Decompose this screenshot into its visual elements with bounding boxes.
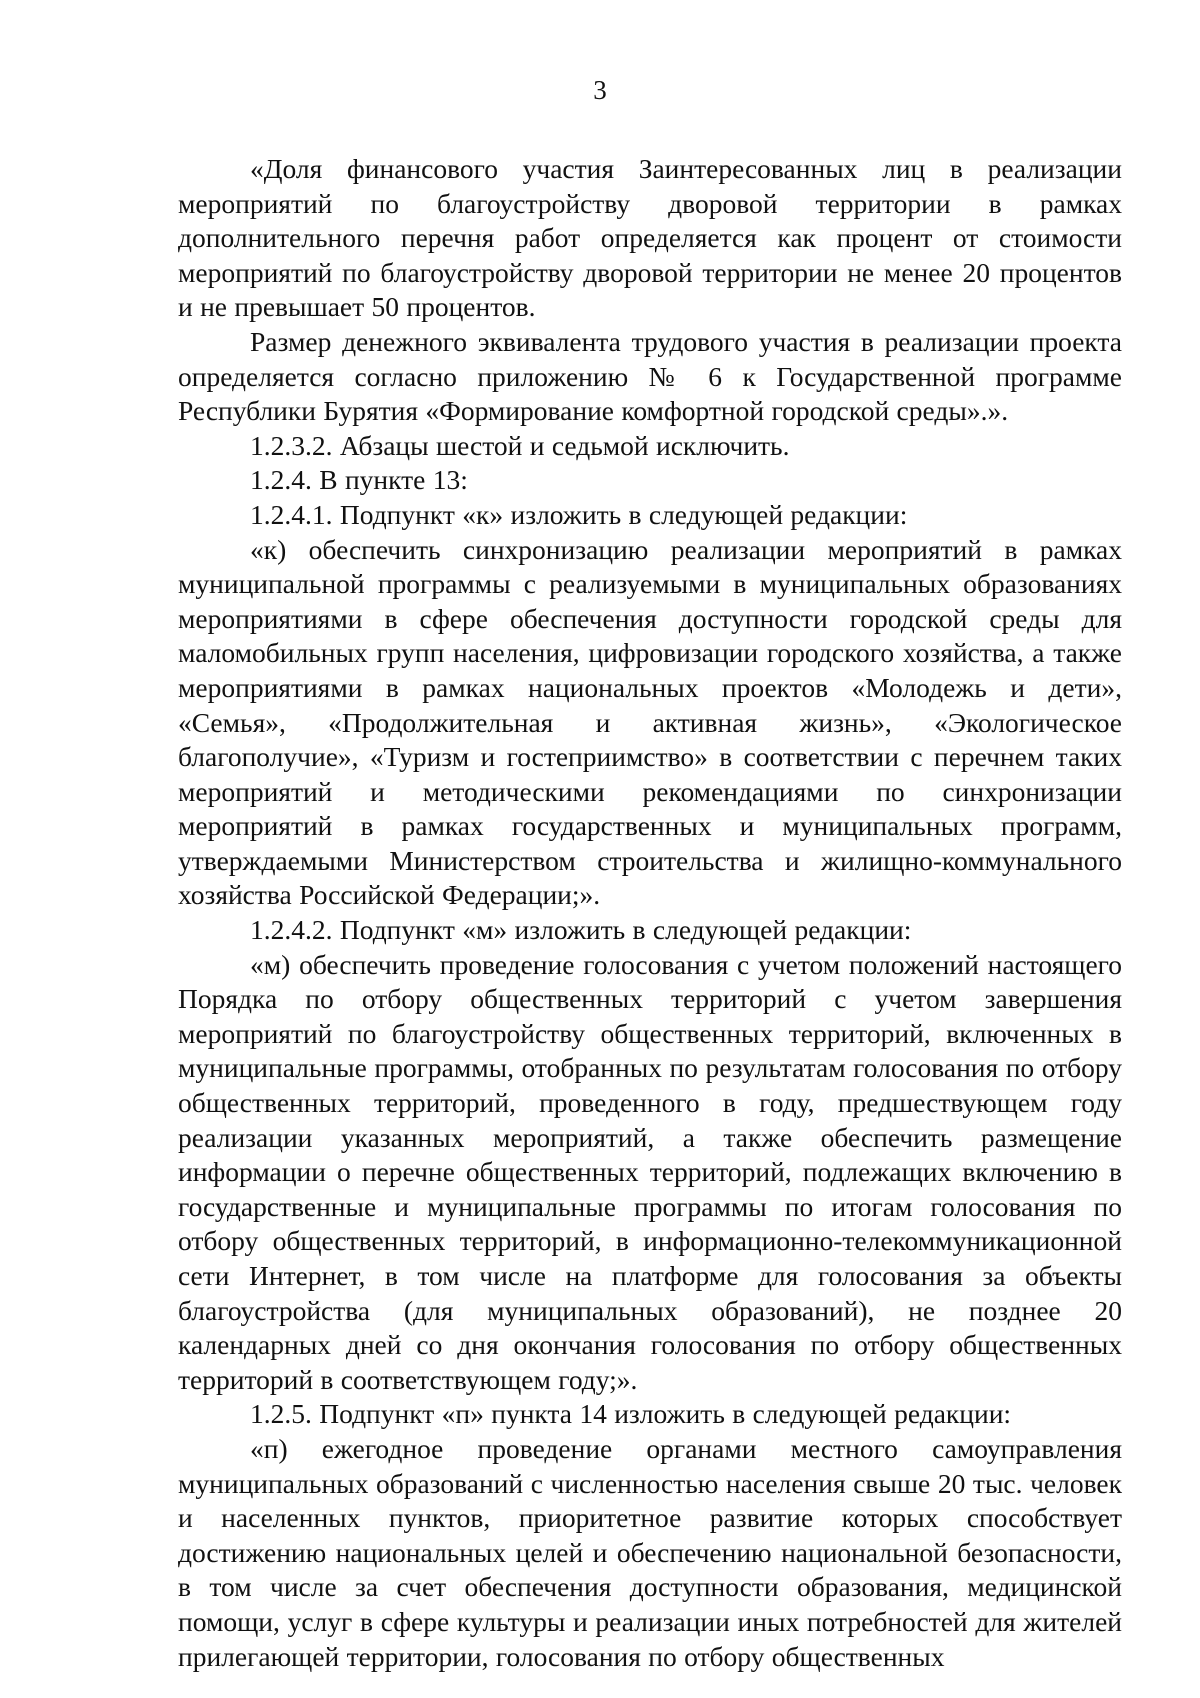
paragraph-1-2-5: 1.2.5. Подпункт «п» пункта 14 изложить в следующей редакции: [250,1398,1012,1430]
page-number: 3 [593,75,607,105]
paragraph-subclause-p: «п) ежегодное проведение органами местного самоуправления муниципальных образований с численностью населения свыше 20 тыс. человек и населенных пунктов, приоритетное развитие которых способствует достижению национальных целей и обеспечению национальной безопасности, в том числе за счет обеспечения доступности образования, медицинской помощи, услуг в сфере культуры и реализации иных потребностей для жителей прилегающей территории, голосования по отбору общественных [178,1432,1122,1672]
paragraph-1-2-4: 1.2.4. В пункте 13: [250,464,468,496]
paragraph-labor-equivalent: Размер денежного эквивалента трудового участия в реализации проекта определяется согласно приложению № 6 к Государственной программе Республики Бурятия «Формирование комфортной городской среды».». [178,325,1122,427]
document-body [178,152,1122,1674]
paragraph-subclause-m: «м) обеспечить проведение голосования с учетом положений настоящего Порядка по отбору общественных территорий с учетом завершения мероприятий по благоустройству общественных территорий, включенных в муниципальные программы, отобранных по результатам голосования по отбору общественных территорий, проведенного в году, предшествующем году реализации указанных мероприятий, а также обеспечить размещение информации о перечне общественных территорий, подлежащих включению в государственные и муниципальные программы по итогам голосования по отбору общественных территорий, в информационно-телекоммуникационной сети Интернет, в том числе на платформе для голосования за объекты благоустройства (для муниципальных образований), не позднее 20 календарных дней со дня окончания голосования по отбору общественных территорий в соответствующем году;». [178,948,1122,1395]
paragraph-1-2-4-2: 1.2.4.2. Подпункт «м» изложить в следующей редакции: [250,914,912,946]
paragraph-1-2-3-2: 1.2.3.2. Абзацы шестой и седьмой исключить. [250,429,790,461]
paragraph-1-2-4-1: 1.2.4.1. Подпункт «к» изложить в следующей редакции: [250,498,908,530]
paragraph-share-of-participation: «Доля финансового участия Заинтересованных лиц в реализации мероприятий по благоустройству дворовой территории в рамках дополнительного перечня работ определяется как процент от стоимости мероприятий по благоустройству дворовой территории не менее 20 процентов и не превышает 50 процентов. [178,153,1122,323]
paragraph-subclause-k: «к) обеспечить синхронизацию реализации мероприятий в рамках муниципальной программы с реализуемыми в муниципальных образованиях мероприятиями в сфере обеспечения доступности городской среды для маломобильных групп населения, цифровизации городского хозяйства, а также мероприятиями в рамках национальных проектов «Молодежь и дети», «Семья», «Продолжительная и активная жизнь», «Экологическое благополучие», «Туризм и гостеприимство» в соответствии с перечнем таких мероприятий и методическими рекомендациями по синхронизации мероприятий в рамках государственных и муниципальных программ, утверждаемыми Министерством строительства и жилищно-коммунального хозяйства Российской Федерации;». [178,533,1122,911]
